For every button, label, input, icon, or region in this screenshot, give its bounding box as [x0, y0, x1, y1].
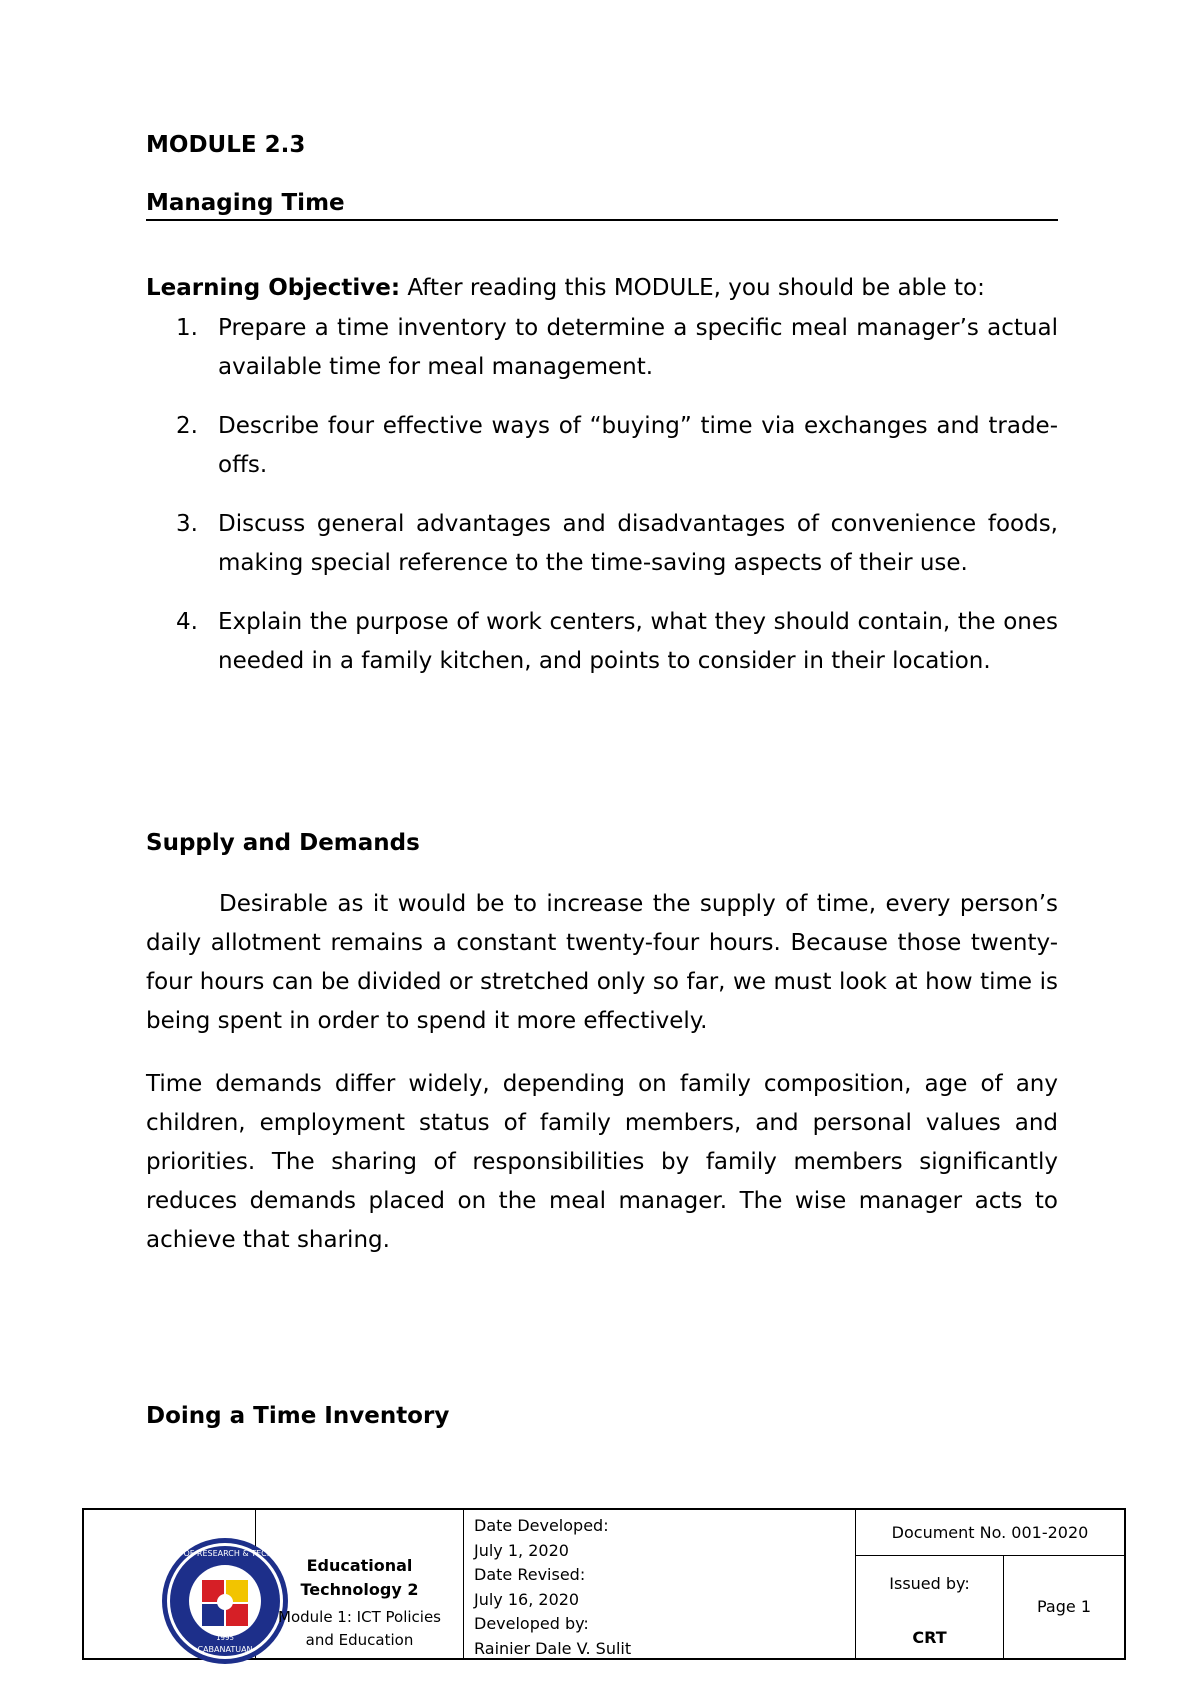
module-number: MODULE 2.3	[146, 132, 306, 158]
learning-objective	[146, 275, 985, 301]
date-revised-value: July 16, 2020	[474, 1589, 580, 1609]
list-number: 2.	[176, 413, 198, 439]
seal-year: 1995	[216, 1634, 234, 1642]
list-text: Discuss general advantages and disadvantages of convenience foods, making special reference to the time-saving aspects of their use.	[218, 511, 1058, 576]
objective-label: Learning Objective:	[146, 275, 401, 301]
date-developed-label: Date Developed:	[474, 1516, 609, 1535]
footer-dates-cell	[464, 1510, 856, 1658]
developed-by-label: Developed by:	[474, 1614, 589, 1633]
section-heading-inventory: Doing a Time Inventory	[146, 1403, 450, 1429]
date-developed-value: July 1, 2020	[474, 1540, 569, 1560]
issued-by-label: Issued by:	[889, 1574, 970, 1593]
module-title: Managing Time	[146, 190, 1058, 221]
list-text: Describe four effective ways of “buying” time via exchanges and trade-offs.	[218, 413, 1058, 478]
date-revised-label: Date Revised:	[474, 1565, 586, 1584]
list-item	[146, 407, 1058, 485]
list-item	[146, 309, 1058, 387]
objective-intro: After reading this MODULE, you should be able to:	[407, 275, 985, 301]
list-number: 1.	[176, 315, 198, 341]
course-sub-line2: and Education	[305, 1631, 414, 1649]
paragraph-supply-1: Desirable as it would be to increase the supply of time, every person’s daily allotment remains a constant twenty-four hours. Because those twenty-four hours can be divided or stretched only so far, we must look at how time is being spent in order to spend it more effectively.	[146, 891, 1058, 1034]
list-text: Prepare a time inventory to determine a specific meal manager’s actual available time for meal management.	[218, 315, 1058, 380]
list-text: Explain the purpose of work centers, what they should contain, the ones needed in a family kitchen, and points to consider in their location.	[218, 609, 1058, 674]
list-item	[146, 603, 1058, 681]
list-item	[146, 505, 1058, 583]
course-title-line2: Technology 2	[300, 1580, 419, 1599]
footer-issued-cell	[856, 1556, 1004, 1658]
developed-by-value: Rainier Dale V. Sulit	[474, 1638, 632, 1658]
objective-list	[146, 309, 1058, 701]
seal-text-top: COLLEGE OF RESEARCH & TECHNOLOGY	[143, 1549, 307, 1558]
course-title-line1: Educational	[306, 1556, 413, 1575]
paragraph-supply-2: Time demands differ widely, depending on family composition, age of any children, employment status of family members, and personal values and priorities. The sharing of responsibilities by family members significantly reduces demands placed on the meal manager. The wise manager acts to achieve that sharing.	[146, 1071, 1058, 1253]
page-number: Page 1	[1037, 1597, 1091, 1616]
footer-logo-cell	[84, 1510, 307, 1658]
list-number: 3.	[176, 511, 198, 537]
document-footer-table	[82, 1508, 1126, 1660]
course-sub-line1: Module 1: ICT Policies	[278, 1608, 441, 1626]
section-heading-supply: Supply and Demands	[146, 830, 420, 856]
list-number: 4.	[176, 609, 198, 635]
issued-by-value: CRT	[912, 1628, 947, 1647]
seal-text-bottom: CABANATUAN	[197, 1645, 253, 1654]
footer-course-cell	[256, 1510, 464, 1658]
document-number: Document No. 001-2020	[856, 1510, 1124, 1556]
